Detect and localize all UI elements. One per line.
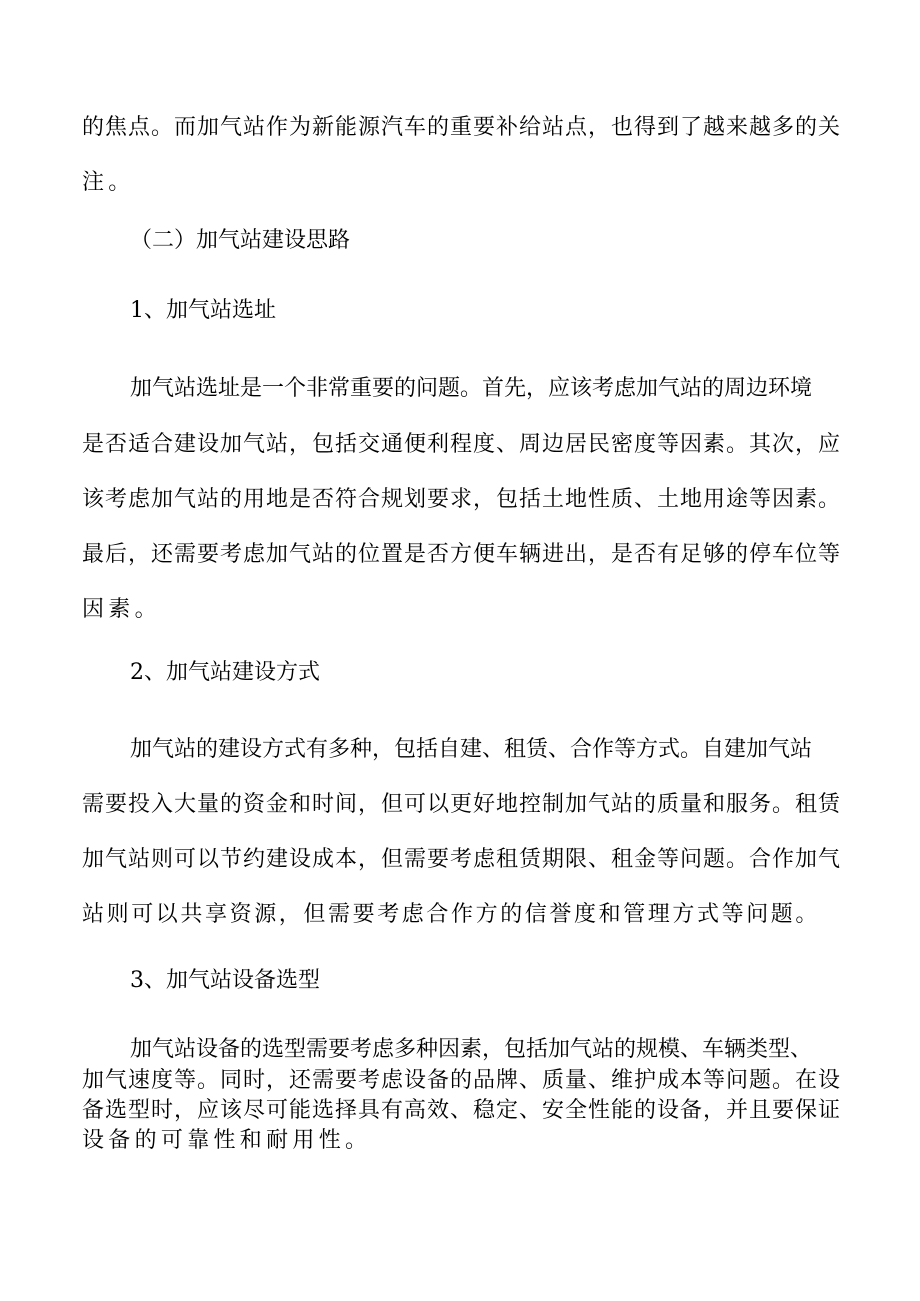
paragraph-line: 该考虑加气站的用地是否符合规划要求，包括土地性质、土地用途等因素。 <box>82 487 842 512</box>
subsection-heading: 2、加气站建设方式 <box>130 660 320 685</box>
paragraph-line: 加气站选址是一个非常重要的问题。首先，应该考虑加气站的周边环境 <box>130 376 813 401</box>
paragraph-line: 备选型时，应该尽可能选择具有高效、稳定、安全性能的设备，并且要保证 <box>82 1098 842 1123</box>
section-heading: （二）加气站建设思路 <box>130 228 351 253</box>
paragraph-line: 站则可以共享资源，但需要考虑合作方的信誉度和管理方式等问题。 <box>82 902 821 927</box>
paragraph-line: 是否适合建设加气站，包括交通便利程度、周边居民密度等因素。其次，应 <box>82 432 842 457</box>
paragraph-line: 加气站的建设方式有多种，包括自建、租赁、合作等方式。自建加气站 <box>130 737 813 762</box>
paragraph-line: 加气站则可以节约建设成本，但需要考虑租赁期限、租金等问题。合作加气 <box>82 847 842 872</box>
paragraph-line: 加气站设备的选型需要考虑多种因素，包括加气站的规模、车辆类型、 <box>130 1037 813 1062</box>
subsection-heading: 1、加气站选址 <box>130 298 276 323</box>
paragraph-line: 注。 <box>82 170 135 195</box>
paragraph-line: 最后，还需要考虑加气站的位置是否方便车辆进出，是否有足够的停车位等 <box>82 542 842 567</box>
paragraph-line: 加气速度等。同时，还需要考虑设备的品牌、质量、维护成本等问题。在设 <box>82 1068 842 1093</box>
paragraph-line: 需要投入大量的资金和时间，但可以更好地控制加气站的质量和服务。租赁 <box>82 792 842 817</box>
paragraph-line: 的焦点。而加气站作为新能源汽车的重要补给站点，也得到了越来越多的关 <box>82 115 842 140</box>
paragraph-line: 因素。 <box>82 597 161 622</box>
paragraph-line: 设备的可靠性和耐用性。 <box>82 1128 372 1153</box>
subsection-heading: 3、加气站设备选型 <box>130 968 320 993</box>
